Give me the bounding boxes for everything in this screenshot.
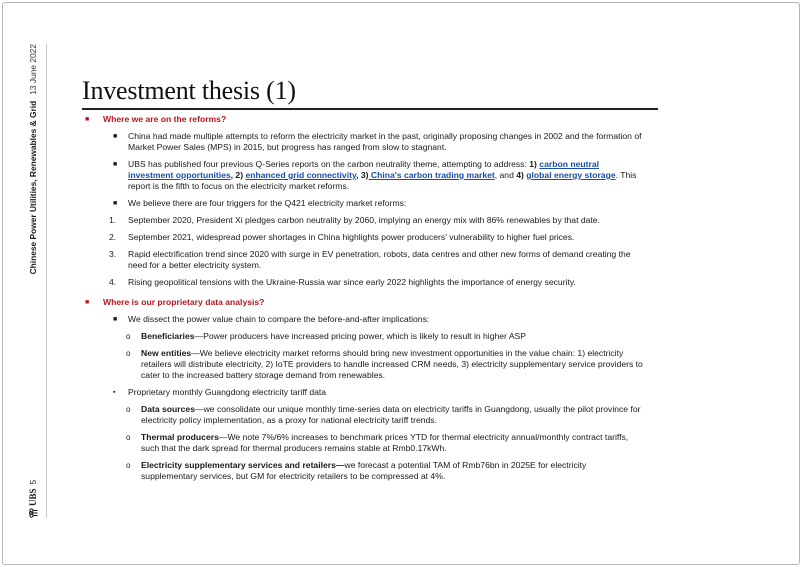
numbered-item: [84, 249, 644, 271]
ubs-keys-icon: [29, 508, 38, 518]
number-marker: 2.: [109, 232, 117, 242]
text-span: , 3): [356, 170, 369, 180]
text-span: 1): [529, 159, 540, 169]
sub-item-text: [141, 460, 644, 482]
link-carbon-trading[interactable]: China's carbon trading market: [368, 170, 495, 180]
sub-item-text: [141, 432, 644, 454]
main-content: [84, 114, 644, 482]
numbered-item: [84, 215, 644, 226]
sub-item-term: Beneficiaries: [141, 331, 195, 341]
sidebar-divider: [46, 44, 47, 518]
sub-item-body: —We note 7%/6% increases to benchmark prices YTD for thermal electricity annual/monthly contract tariffs, such that the dark spread for thermal producers remains stable at Rmb0.17kWh.: [141, 432, 629, 453]
sub-item-term: Electricity supplementary services and retailers—: [141, 460, 345, 470]
bullet-text: We dissect the power value chain to compare the before-and-after implications:: [128, 314, 430, 324]
ubs-logo: [28, 488, 38, 518]
sub-item: [84, 348, 644, 381]
list-item: [84, 198, 644, 209]
text-span: , 2): [230, 170, 246, 180]
numbered-text: Rising geopolitical tensions with the Ukraine-Russia war since early 2022 highlights the importance of energy security.: [128, 277, 576, 287]
page-title: Investment thesis (1): [82, 76, 296, 105]
sub-item: [84, 404, 644, 426]
sub-item-body: we forecast a potential TAM of Rmb76bn in 2025E for electricity supplementary services, but GM for electricity retailers to be compressed at 4%.: [141, 460, 587, 481]
heading-bullet-marker: ■: [85, 116, 90, 123]
list-item: [84, 159, 644, 192]
section-heading-text: Where is our proprietary data analysis?: [103, 297, 265, 307]
sub-item-body: —Power producers have increased pricing power, which is likely to result in higher ASP: [194, 331, 527, 341]
number-marker: 4.: [109, 277, 117, 287]
bullet-marker: ■: [113, 161, 118, 168]
numbered-item: [84, 277, 644, 288]
section-heading-reforms: [84, 114, 644, 125]
circle-marker: o: [126, 461, 131, 470]
sub-item-body: —we consolidate our unique monthly time-series data on electricity tariffs in Guangdong, usually the pilot province for electricity policy implementation, as a proxy for national electricity tariff trends.: [141, 404, 641, 425]
bullet-marker: ■: [113, 316, 118, 323]
circle-marker: o: [126, 405, 131, 414]
link-energy-storage[interactable]: global energy storage: [526, 170, 616, 180]
bullet-text: Proprietary monthly Guangdong electricity tariff data: [128, 387, 327, 397]
bullet-text: China had made multiple attempts to reform the electricity market in the past, originally proposing changes in 2002 and the formation of Market Power Sales (MPS) in 2015, but progress has ranged from slow to stagnant.: [128, 131, 642, 152]
bullet-marker: ■: [113, 200, 118, 207]
section-heading-data-analysis: [84, 297, 644, 308]
numbered-text: September 2020, President Xi pledges carbon neutrality by 2060, implying an energy mix with 86% renewables by that date.: [128, 215, 600, 225]
numbered-item: [84, 232, 644, 243]
sub-item-term: New entities: [141, 348, 192, 358]
bullet-text: We believe there are four triggers for the Q421 electricity market reforms:: [128, 198, 407, 208]
number-marker: 1.: [109, 215, 117, 225]
sub-item-term: Data sources: [141, 404, 195, 414]
report-title: Chinese Power Utilities, Renewables & Grid: [28, 100, 38, 275]
report-date: 13 June 2022: [28, 44, 38, 95]
sub-item-body: —We believe electricity market reforms should bring new investment opportunities in the value chain: 1) electricity retailers will distribute electricity, 2) IoTE providers to handle increased CRM needs, 3) electricity supplementary service providers to cater to the increased battery storage demand from renewables.: [141, 348, 643, 380]
ubs-logo-text: UBS: [28, 488, 38, 506]
text-span: , and: [494, 170, 517, 180]
link-carbon-neutral[interactable]: carbon neutral investment opportunities: [128, 159, 599, 180]
text-span: . This report is the fifth to focus on the electricity market reforms.: [128, 170, 637, 191]
title-rule: [82, 108, 658, 110]
bullet-marker: ▪: [113, 389, 116, 396]
sub-item-text: [141, 404, 644, 426]
sidebar: [22, 44, 44, 518]
number-marker: 3.: [109, 249, 117, 259]
heading-bullet-marker: ■: [85, 299, 90, 306]
text-span: 4): [516, 170, 527, 180]
bullet-marker: ■: [113, 133, 118, 140]
sub-item-term: Thermal producers: [141, 432, 219, 442]
link-grid-connectivity[interactable]: enhanced grid connectivity: [245, 170, 357, 180]
sub-item: [84, 432, 644, 454]
circle-marker: o: [126, 349, 131, 358]
sub-item: [84, 331, 644, 342]
bullet-text: [128, 159, 644, 192]
sub-item-text: [141, 331, 644, 342]
list-item: [84, 131, 644, 153]
page-number: 5: [28, 479, 38, 485]
text-span: UBS has published four previous Q-Series reports on the carbon neutrality theme, attempting to address:: [128, 159, 530, 169]
numbered-text: September 2021, widespread power shortages in China highlights power producers' vulnerability to higher fuel prices.: [128, 232, 575, 242]
circle-marker: o: [126, 332, 131, 341]
numbered-text: Rapid electrification trend since 2020 with surge in EV penetration, robots, data centres and other new forms of demand creating the need for a better electricity system.: [128, 249, 631, 270]
list-item: [84, 387, 644, 398]
section-heading-text: Where we are on the reforms?: [103, 114, 227, 124]
list-item: [84, 314, 644, 325]
sub-item-text: [141, 348, 644, 381]
circle-marker: o: [126, 433, 131, 442]
sub-item: [84, 460, 644, 482]
